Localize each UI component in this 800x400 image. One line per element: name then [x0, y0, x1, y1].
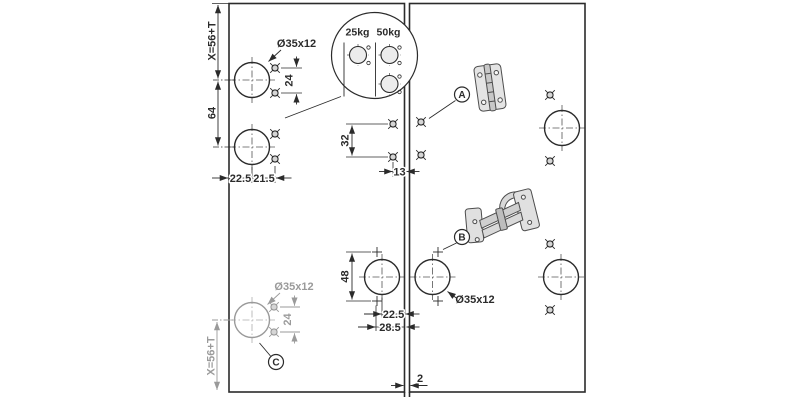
cup-bore — [229, 124, 275, 170]
drilling-pattern — [229, 57, 585, 315]
screw-hole — [416, 150, 426, 160]
screw-hole — [270, 129, 280, 139]
right-panel — [410, 4, 586, 393]
leader-line — [429, 101, 456, 119]
marker-b-label: B — [458, 232, 466, 244]
screw-hole-gray — [269, 327, 279, 337]
dim-2-label: 2 — [416, 373, 424, 385]
screw-hole — [416, 117, 426, 127]
marker-c-label: C — [272, 357, 280, 369]
hinge-a-screw-hole — [498, 98, 503, 103]
hinge-b-screw-hole — [472, 219, 477, 224]
hinge-b-illustration — [459, 188, 541, 246]
detail-link-line — [285, 97, 341, 119]
drill-cross — [372, 296, 382, 306]
screw-hole — [545, 239, 555, 249]
hinge-b-screw-hole — [521, 195, 526, 200]
hinge-a-screw-hole — [481, 100, 486, 105]
screw-hole — [270, 88, 280, 98]
hinge-b-screw-hole — [475, 237, 480, 242]
screw-hole — [545, 305, 555, 315]
bore-spec-bottom-label: Ø35x12 — [455, 294, 495, 306]
screw-hole — [270, 154, 280, 164]
cup-bore — [539, 105, 585, 151]
dim-28-5-label: 28.5 — [379, 321, 401, 334]
leader-line — [260, 343, 271, 356]
dim-24-label: 24 — [283, 74, 296, 87]
dim-21-5-label: 21.5 — [253, 173, 275, 185]
dim-22-5-top-label: 22.5 — [229, 173, 252, 185]
dim-24-gray-label: 24 — [282, 313, 294, 326]
screw-hole — [388, 119, 398, 129]
weight-25kg-label: 25kg — [345, 26, 370, 39]
hinge-a-illustration — [473, 62, 506, 112]
drill-cross — [433, 296, 443, 306]
cup-bore — [538, 254, 584, 300]
screw-hole — [545, 90, 555, 100]
dim-x-bottom-label: X=56+T — [205, 336, 218, 376]
dim-64-label: 64 — [206, 106, 219, 120]
marker-a-label: A — [458, 90, 466, 102]
dimension-64 — [207, 82, 236, 148]
marker-b — [443, 230, 470, 250]
screw-hole — [270, 63, 280, 73]
marker-a — [429, 87, 470, 119]
leader-line — [443, 243, 457, 250]
dim-13-label: 13 — [393, 166, 406, 179]
dim-32-label: 32 — [339, 134, 352, 147]
dimension-x-top — [207, 4, 236, 81]
weight-50kg-label: 50kg — [376, 26, 401, 39]
bore-spec-gray-label: Ø35x12 — [274, 281, 314, 293]
bore-spec-top — [269, 38, 317, 62]
dimension-24-top — [281, 57, 302, 105]
dim-x-top-label: X=56+T — [206, 21, 219, 61]
dim-48-label: 48 — [339, 270, 352, 283]
detail-magnifier — [285, 13, 418, 119]
bore-spec-top-label: Ø35x12 — [276, 38, 317, 50]
drill-cross — [372, 247, 382, 257]
leader-arrow — [269, 50, 282, 62]
bore-spec-bottom — [448, 292, 495, 307]
dimension-48 — [340, 252, 372, 301]
screw-hole — [388, 152, 398, 162]
cup-bore — [229, 57, 275, 103]
gray-alt-pattern — [206, 281, 314, 390]
hinge-b-screw-hole — [527, 220, 532, 225]
hinge-a-screw-hole — [477, 73, 482, 78]
screw-hole — [545, 156, 555, 166]
screw-hole-gray — [269, 302, 279, 312]
drill-cross — [433, 247, 443, 257]
cup-bore — [410, 254, 456, 300]
dimension-32 — [340, 124, 389, 157]
dim-22-5-bottom-label: 22.5 — [382, 308, 405, 321]
cup-bore — [359, 254, 405, 300]
dimension-13 — [379, 162, 420, 179]
marker-c — [260, 343, 284, 370]
hinge-a-screw-hole — [494, 70, 499, 75]
